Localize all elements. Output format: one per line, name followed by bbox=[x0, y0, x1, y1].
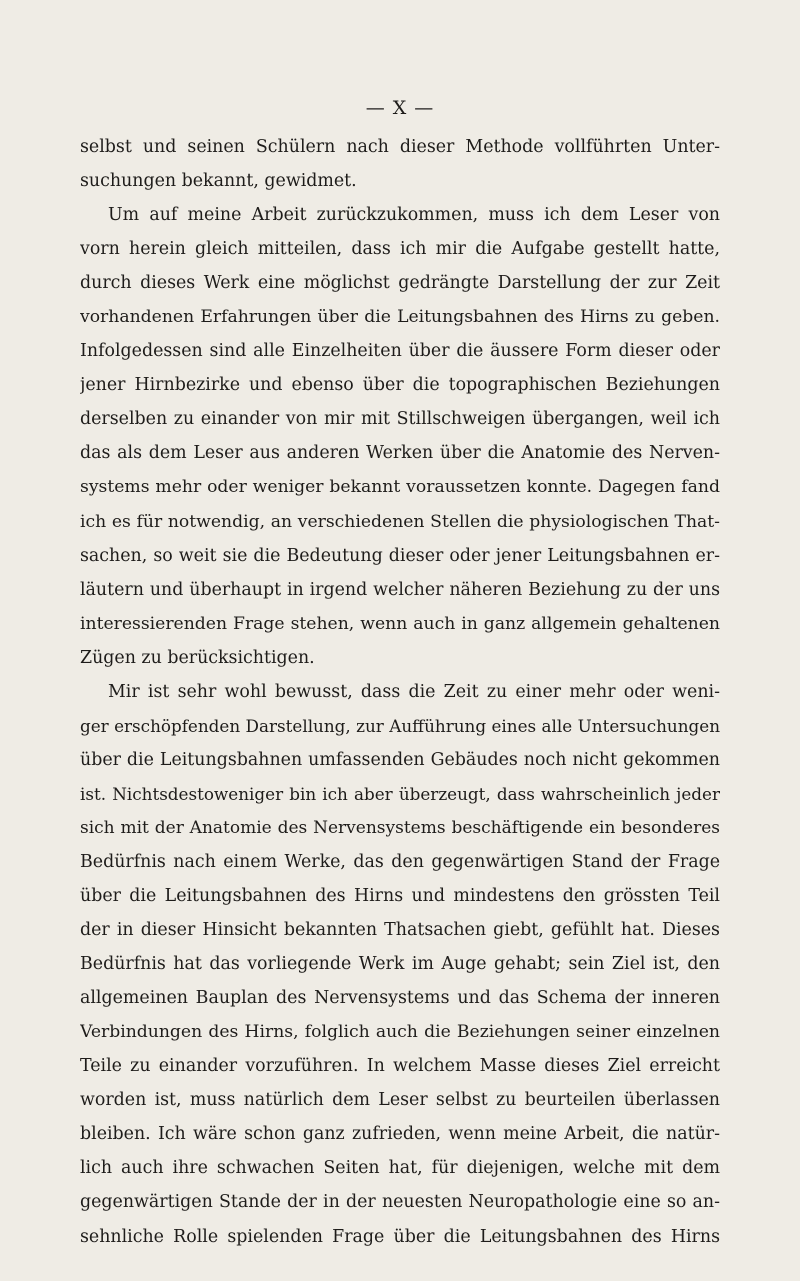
text-line: ger erschöpfenden Darstellung, zur Aufführung eines alle Untersuchungen bbox=[80, 715, 720, 736]
text-line: Mir ist sehr wohl bewusst, dass die Zeit zu einer mehr oder weni- bbox=[108, 681, 720, 702]
text-line: jener Hirnbezirke und ebenso über die topographischen Beziehungen bbox=[80, 375, 720, 396]
text-line: ist. Nichtsdestoweniger bin ich aber überzeugt, dass wahrscheinlich jeder bbox=[80, 783, 720, 804]
text-line: vorhandenen Erfahrungen über die Leitungsbahnen des Hirns zu geben. bbox=[80, 307, 720, 328]
text-line: Teile zu einander vorzuführen. In welchem Masse dieses Ziel erreicht bbox=[80, 1056, 720, 1077]
text-line: sich mit der Anatomie des Nervensystems beschäftigende ein besonderes bbox=[80, 817, 720, 838]
text-line: Bedürfnis hat das vorliegende Werk im Auge gehabt; sein Ziel ist, den bbox=[80, 954, 720, 975]
text-line: der in dieser Hinsicht bekannten Thatsachen giebt, gefühlt hat. Dieses bbox=[80, 920, 720, 941]
text-line: selbst und seinen Schülern nach dieser Methode vollführten Unter- bbox=[80, 137, 720, 157]
body-text bbox=[80, 130, 720, 1254]
text-line: systems mehr oder weniger bekannt voraussetzen konnte. Dagegen fand bbox=[80, 477, 720, 498]
text-line: durch dieses Werk eine möglichst gedrängte Darstellung der zur Zeit bbox=[80, 273, 720, 294]
text-line: sachen, so weit sie die Bedeutung dieser oder jener Leitungsbahnen er- bbox=[80, 545, 720, 566]
text-line: interessierenden Frage stehen, wenn auch in ganz allgemein gehaltenen bbox=[80, 613, 720, 634]
text-line: derselben zu einander von mir mit Stillschweigen übergangen, weil ich bbox=[80, 409, 720, 430]
text-line: suchungen bekannt, gewidmet. bbox=[80, 171, 357, 192]
text-line: ich es für notwendig, an verschiedenen Stellen die physiologischen That- bbox=[80, 511, 720, 532]
text-line: gegenwärtigen Stande der in der neuesten Neuropathologie eine so an- bbox=[80, 1192, 720, 1213]
text-line: das als dem Leser aus anderen Werken über die Anatomie des Nerven- bbox=[80, 443, 720, 464]
text-line: worden ist, muss natürlich dem Leser selbst zu beurteilen überlassen bbox=[80, 1090, 720, 1111]
text-line: Zügen zu berücksichtigen. bbox=[80, 647, 315, 668]
text-line: Verbindungen des Hirns, folglich auch die Beziehungen seiner einzelnen bbox=[80, 1022, 720, 1043]
text-line: lich auch ihre schwachen Seiten hat, für diejenigen, welche mit dem bbox=[80, 1158, 720, 1179]
text-line: sehnliche Rolle spielenden Frage über die Leitungsbahnen des Hirns bbox=[80, 1226, 720, 1247]
text-line: läutern und überhaupt in irgend welcher näheren Beziehung zu der uns bbox=[80, 579, 720, 600]
text-line: über die Leitungsbahnen des Hirns und mindestens den grössten Teil bbox=[80, 886, 720, 907]
text-line: Bedürfnis nach einem Werke, das den gegenwärtigen Stand der Frage bbox=[80, 851, 720, 872]
text-line: Um auf meine Arbeit zurückzukommen, muss ich dem Leser von bbox=[108, 205, 720, 226]
text-line: vorn herein gleich mitteilen, dass ich mir die Aufgabe gestellt hatte, bbox=[80, 239, 720, 260]
text-line: über die Leitungsbahnen umfassenden Gebäudes noch nicht gekommen bbox=[80, 749, 720, 770]
text-line: Infolgedessen sind alle Einzelheiten über die äussere Form dieser oder bbox=[80, 341, 720, 362]
text-line: bleiben. Ich wäre schon ganz zufrieden, wenn meine Arbeit, die natür- bbox=[80, 1124, 720, 1145]
text-line: allgemeinen Bauplan des Nervensystems und das Schema der inneren bbox=[80, 988, 720, 1009]
page-header: — X — bbox=[365, 97, 435, 119]
